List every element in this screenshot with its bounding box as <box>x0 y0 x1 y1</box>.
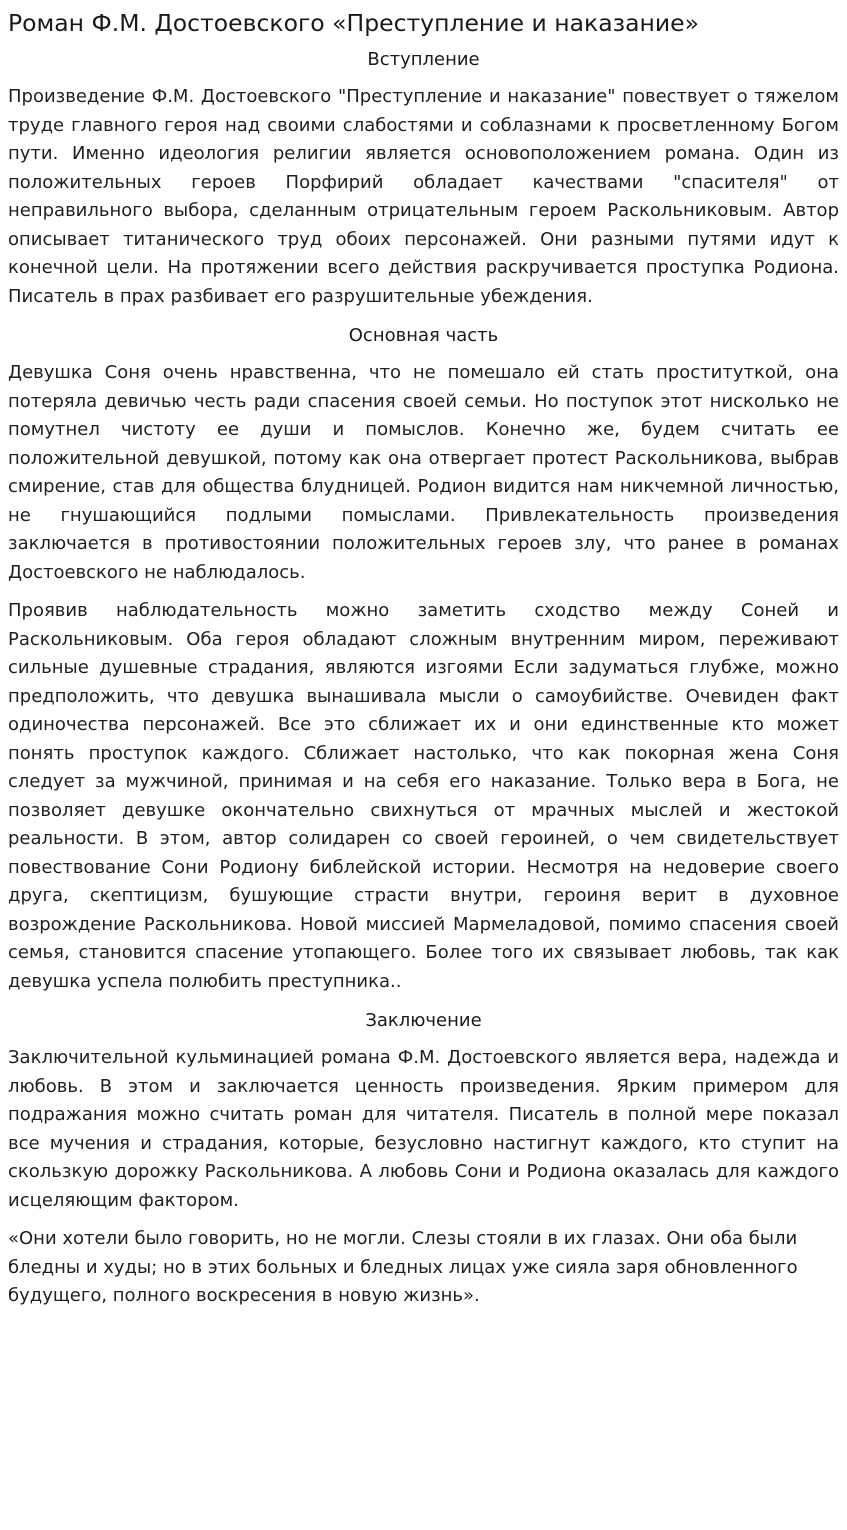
section-introduction <box>8 45 839 311</box>
paragraph: Девушка Соня очень нравственна, что не помешало ей стать проституткой, она потеряла девичью честь ради спасения своей семьи. Но поступок этот нисколько не помутнел чистоту ее души и помыслов. Конечно же, будем считать ее положительной девушкой, потому как она отвергает протест Раскольникова, выбрав смирение, став для общества блудницей. Родион видится нам никчемной личностью, не гнушающийся подлыми помыслами. Привлекательность произведения заключается в противостоянии положительных героев злу, что ранее в романах Достоевского не наблюдалось. <box>8 362 839 583</box>
paragraph: Произведение Ф.М. Достоевского "Преступление и наказание" повествует о тяжелом труде главного героя над своими слабостями и соблазнами к просветленному Богом пути. Именно идеология религии является основоположением романа. Один из положительных героев Порфирий обладает качествами "спасителя" от неправильного выбора, сделанным отрицательным героем Раскольниковым. Автор описывает титанического труд обоих персонажей. Они разными путями идут к конечной цели. На протяжении всего действия раскручивается проступка Родиона. Писатель в прах разбивает его разрушительные убеждения. <box>8 86 839 307</box>
section-heading-introduction: Вступление <box>367 49 480 70</box>
section-main-part <box>8 321 839 996</box>
section-conclusion <box>8 1006 839 1215</box>
paragraph: Заключительной кульминацией романа Ф.М. Достоевского является вера, надежда и любовь. В этом и заключается ценность произведения. Ярким примером для подражания можно считать роман для читателя. Писатель в полной мере показал все мучения и страдания, которые, безусловно настигнут каждого, кто ступит на скользкую дорожку Раскольникова. А любовь Сони и Родиона оказалась для каждого исцеляющим фактором. <box>8 1047 839 1211</box>
section-heading-main-part: Основная часть <box>348 325 499 346</box>
closing-quote: «Они хотели было говорить, но не могли. Слезы стояли в их глазах. Они оба были бледны и худы; но в этих больных и бледных лицах уже сияла заря обновленного будущего, полного воскресения в новую жизнь». <box>8 1228 798 1306</box>
essay-title: Роман Ф.М. Достоевского «Преступление и наказание» <box>8 9 699 37</box>
section-heading-conclusion: Заключение <box>365 1010 482 1031</box>
paragraph: Проявив наблюдательность можно заметить сходство между Соней и Раскольниковым. Оба героя обладают сложным внутренним миром, переживают сильные душевные страдания, являются изгоями Если задуматься глубже, можно предположить, что девушка вынашивала мысли о самоубийстве. Очевиден факт одиночества персонажей. Все это сближает их и они единственные кто может понять проступок каждого. Сближает настолько, что как покорная жена Соня следует за мужчиной, принимая и на себя его наказание. Только вера в Бога, не позволяет девушке окончательно свихнуться от мрачных мыслей и жестокой реальности. В этом, автор солидарен со своей героиней, о чем свидетельствует повествование Сони Родиону библейской истории. Несмотря на недоверие своего друга, скептицизм, бушующие страсти внутри, героиня верит в духовное возрождение Раскольникова. Новой миссией Мармеладовой, помимо спасения своей семья, становится спасение утопающего. Более того их связывает любовь, так как девушка успела полюбить преступника.. <box>8 600 839 992</box>
